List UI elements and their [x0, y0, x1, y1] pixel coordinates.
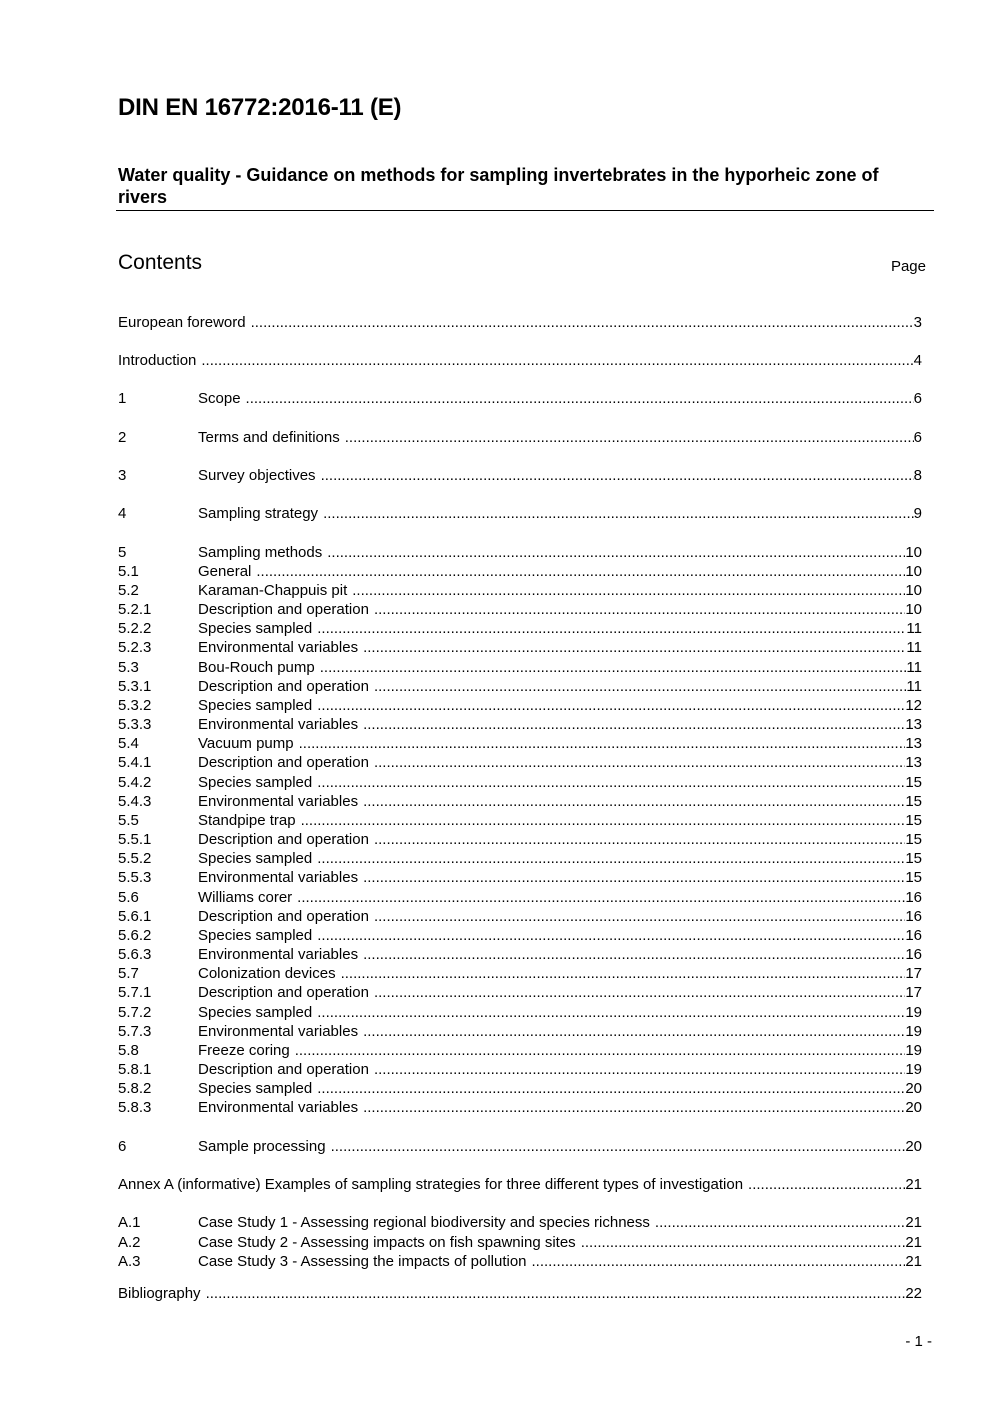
toc-entry-title: Williams corer [198, 889, 293, 906]
toc-entry-title: Annex A (informative) Examples of sampling strategies for three different types of investigation [118, 1176, 744, 1193]
toc-dot-leader [321, 466, 914, 486]
toc-entry[interactable] [118, 1137, 922, 1157]
toc-entry-title: Environmental variables [198, 1023, 359, 1040]
toc-entry[interactable] [118, 581, 922, 601]
title-rule [116, 210, 934, 211]
toc-entry[interactable] [118, 1079, 922, 1099]
toc-entry-page: 15 [905, 793, 922, 810]
toc-entry[interactable] [118, 1098, 922, 1118]
toc-entry[interactable] [118, 600, 922, 620]
toc-entry-title: General [198, 563, 252, 580]
toc-entry-number: 5.3.1 [118, 678, 152, 695]
toc-entry-page: 10 [905, 601, 922, 618]
toc-entry-title: Description and operation [198, 831, 369, 848]
toc-dot-leader [363, 945, 905, 965]
toc-entry-title: Survey objectives [198, 467, 316, 484]
toc-entry[interactable] [118, 1060, 922, 1080]
toc-entry-number: 5.6.2 [118, 927, 152, 944]
toc-entry-page: 13 [905, 716, 922, 733]
contents-heading: Contents [118, 251, 203, 274]
toc-entry[interactable] [118, 811, 922, 831]
toc-dot-leader [299, 734, 906, 754]
toc-entry[interactable] [118, 888, 922, 908]
toc-entry[interactable] [118, 753, 922, 773]
toc-entry-page: 22 [905, 1285, 922, 1302]
toc-entry-title: European foreword [118, 314, 246, 331]
toc-entry[interactable] [118, 351, 922, 371]
toc-entry-title: Standpipe trap [198, 812, 296, 829]
toc-entry-title: Environmental variables [198, 716, 359, 733]
toc-dot-leader [655, 1213, 905, 1233]
toc-dot-leader [201, 351, 913, 371]
toc-entry-page: 21 [905, 1176, 922, 1193]
toc-entry-title: Scope [198, 390, 241, 407]
document-id: DIN EN 16772:2016-11 (E) [118, 94, 402, 121]
toc-entry[interactable] [118, 1175, 922, 1195]
toc-entry-page: 16 [905, 908, 922, 925]
toc-entry-page: 11 [906, 678, 922, 695]
toc-dot-leader [748, 1175, 905, 1195]
toc-entry[interactable] [118, 428, 922, 448]
toc-dot-leader [374, 677, 906, 697]
toc-entry-number: 5.3.3 [118, 716, 152, 733]
toc-dot-leader [323, 504, 914, 524]
toc-entry-page: 20 [905, 1080, 922, 1097]
toc-entry[interactable] [118, 1213, 922, 1233]
toc-entry-number: 5.2.1 [118, 601, 152, 618]
toc-dot-leader [317, 926, 905, 946]
toc-entry-number: 5.6.1 [118, 908, 152, 925]
toc-entry-title: Species sampled [198, 850, 313, 867]
toc-entry-title: Sampling methods [198, 544, 323, 561]
toc-entry-title: Sample processing [198, 1138, 326, 1155]
toc-entry-page: 12 [905, 697, 922, 714]
toc-entry-number: 5.2 [118, 582, 139, 599]
toc-entry-page: 17 [905, 965, 922, 982]
toc-entry-title: Species sampled [198, 1004, 313, 1021]
toc-entry[interactable] [118, 504, 922, 524]
toc-entry[interactable] [118, 696, 922, 716]
toc-entry-page: 15 [905, 869, 922, 886]
toc-entry-number: 5.7 [118, 965, 139, 982]
toc-entry-page: 11 [906, 659, 922, 676]
toc-entry-page: 19 [905, 1061, 922, 1078]
toc-dot-leader [246, 389, 914, 409]
toc-entry-number: 5.2.3 [118, 639, 152, 656]
toc-dot-leader [297, 888, 905, 908]
toc-entry-title: Environmental variables [198, 1099, 359, 1116]
toc-entry-page: 20 [905, 1138, 922, 1155]
toc-entry[interactable] [118, 1233, 922, 1253]
toc-entry-number: 5.8.1 [118, 1061, 152, 1078]
page-column-label: Page [890, 258, 926, 275]
toc-entry-title: Bou-Rouch pump [198, 659, 315, 676]
toc-entry-title: Terms and definitions [198, 429, 340, 446]
toc-entry-number: 5.8 [118, 1042, 139, 1059]
toc-dot-leader [317, 849, 905, 869]
toc-entry[interactable] [118, 792, 922, 812]
toc-entry[interactable] [118, 313, 922, 333]
toc-entry-number: A.2 [118, 1234, 141, 1251]
toc-entry-title: Environmental variables [198, 869, 359, 886]
toc-entry-page: 16 [905, 889, 922, 906]
toc-entry-title: Species sampled [198, 620, 313, 637]
toc-entry-title: Description and operation [198, 984, 369, 1001]
toc-entry-title: Species sampled [198, 697, 313, 714]
toc-entry-number: A.3 [118, 1253, 141, 1270]
toc-entry-page: 13 [905, 735, 922, 752]
toc-entry-title: Colonization devices [198, 965, 336, 982]
toc-dot-leader [320, 658, 907, 678]
toc-entry[interactable] [118, 926, 922, 946]
toc-entry-page: 10 [905, 563, 922, 580]
toc-entry-page: 13 [905, 754, 922, 771]
toc-dot-leader [331, 1137, 906, 1157]
toc-entry-title: Species sampled [198, 774, 313, 791]
toc-dot-leader [317, 1079, 905, 1099]
toc-dot-leader [374, 907, 905, 927]
toc-dot-leader [317, 773, 905, 793]
toc-entry-number: 5.8.3 [118, 1099, 152, 1116]
toc-entry[interactable] [118, 830, 922, 850]
toc-entry[interactable] [118, 389, 922, 409]
toc-entry-page: 9 [913, 505, 922, 522]
toc-entry-title: Description and operation [198, 1061, 369, 1078]
toc-dot-leader [363, 638, 906, 658]
toc-entry-page: 20 [905, 1099, 922, 1116]
toc-entry-title: Environmental variables [198, 639, 359, 656]
toc-entry-page: 8 [913, 467, 922, 484]
toc-entry-page: 6 [913, 390, 922, 407]
toc-entry-number: 5 [118, 544, 127, 561]
toc-entry-title: Description and operation [198, 601, 369, 618]
toc-entry[interactable] [118, 964, 922, 984]
toc-entry[interactable] [118, 543, 922, 563]
toc-entry-title: Bibliography [118, 1285, 201, 1302]
toc-entry-page: 19 [905, 1004, 922, 1021]
toc-entry[interactable] [118, 1252, 922, 1272]
toc-entry-number: 5.7.1 [118, 984, 152, 1001]
toc-entry[interactable] [118, 983, 922, 1003]
toc-entry-number: 5.5.1 [118, 831, 152, 848]
toc-entry-number: 5.5.3 [118, 869, 152, 886]
toc-dot-leader [374, 1060, 905, 1080]
toc-dot-leader [363, 1098, 905, 1118]
footer-page-number: - 1 - [905, 1333, 932, 1350]
toc-entry-number: 1 [118, 390, 127, 407]
toc-entry-page: 10 [905, 544, 922, 561]
toc-entry-page: 11 [906, 639, 922, 656]
toc-entry-number: 3 [118, 467, 127, 484]
toc-dot-leader [374, 753, 905, 773]
toc-entry-page: 3 [913, 314, 922, 331]
toc-entry-page: 15 [905, 812, 922, 829]
toc-entry-number: 5.4.3 [118, 793, 152, 810]
toc-entry[interactable] [118, 773, 922, 793]
toc-entry-title: Case Study 1 - Assessing regional biodiversity and species richness [198, 1214, 650, 1231]
toc-entry[interactable] [118, 1284, 922, 1304]
toc-entry-number: 6 [118, 1138, 127, 1155]
toc-entry-number: 5.7.3 [118, 1023, 152, 1040]
toc-entry-title: Description and operation [198, 678, 369, 695]
toc-entry[interactable] [118, 466, 922, 486]
toc-entry-number: 2 [118, 429, 127, 446]
toc-dot-leader [532, 1252, 906, 1272]
toc-entry-page: 10 [905, 582, 922, 599]
toc-dot-leader [295, 1041, 906, 1061]
toc-entry-title: Environmental variables [198, 946, 359, 963]
toc-entry-title: Description and operation [198, 754, 369, 771]
toc-dot-leader [345, 428, 914, 448]
toc-dot-leader [374, 600, 905, 620]
toc-dot-leader [581, 1233, 906, 1253]
toc-entry[interactable] [118, 1022, 922, 1042]
toc-dot-leader [317, 619, 906, 639]
toc-entry-page: 4 [913, 352, 922, 369]
toc-dot-leader [341, 964, 906, 984]
toc-entry-number: 5.4 [118, 735, 139, 752]
toc-dot-leader [374, 830, 905, 850]
toc-entry[interactable] [118, 715, 922, 735]
toc-entry[interactable] [118, 658, 922, 678]
toc-entry-title: Case Study 3 - Assessing the impacts of pollution [198, 1253, 527, 1270]
toc-dot-leader [317, 696, 905, 716]
toc-dot-leader [363, 868, 905, 888]
toc-entry-title: Description and operation [198, 908, 369, 925]
toc-entry-number: 5.4.2 [118, 774, 152, 791]
toc-entry[interactable] [118, 677, 922, 697]
toc-entry-page: 21 [905, 1234, 922, 1251]
toc-entry-title: Sampling strategy [198, 505, 319, 522]
toc-entry-page: 15 [905, 831, 922, 848]
toc-entry-number: 5.3 [118, 659, 139, 676]
toc-entry-number: 5.6 [118, 889, 139, 906]
toc-entry[interactable] [118, 849, 922, 869]
toc-entry[interactable] [118, 945, 922, 965]
toc-entry-page: 19 [905, 1023, 922, 1040]
toc-dot-leader [301, 811, 906, 831]
toc-entry-page: 6 [913, 429, 922, 446]
toc-dot-leader [363, 792, 905, 812]
toc-dot-leader [206, 1284, 906, 1304]
toc-entry-title: Vacuum pump [198, 735, 294, 752]
toc-dot-leader [251, 313, 914, 333]
toc-entry-number: 5.6.3 [118, 946, 152, 963]
toc-entry-page: 17 [905, 984, 922, 1001]
toc-entry-number: A.1 [118, 1214, 141, 1231]
toc-entry-page: 15 [905, 774, 922, 791]
toc-entry[interactable] [118, 907, 922, 927]
toc-entry[interactable] [118, 619, 922, 639]
toc-entry-page: 11 [906, 620, 922, 637]
toc-entry[interactable] [118, 1041, 922, 1061]
toc-dot-leader [363, 1022, 905, 1042]
toc-entry-title: Case Study 2 - Assessing impacts on fish spawning sites [198, 1234, 576, 1251]
toc-dot-leader [327, 543, 905, 563]
toc-entry-number: 5.2.2 [118, 620, 152, 637]
toc-entry-title: Species sampled [198, 927, 313, 944]
toc-entry-title: Freeze coring [198, 1042, 290, 1059]
document-subtitle: Water quality - Guidance on methods for sampling invertebrates in the hyporheic zone of rivers [118, 165, 879, 207]
toc-entry-title: Environmental variables [198, 793, 359, 810]
toc-entry-title: Species sampled [198, 1080, 313, 1097]
toc-entry[interactable] [118, 734, 922, 754]
toc-entry-number: 5.4.1 [118, 754, 152, 771]
toc-entry[interactable] [118, 562, 922, 582]
toc-entry-number: 4 [118, 505, 127, 522]
toc-entry-number: 5.1 [118, 563, 139, 580]
toc-entry-page: 19 [905, 1042, 922, 1059]
toc-entry[interactable] [118, 868, 922, 888]
toc-entry-page: 21 [905, 1214, 922, 1231]
toc-entry-number: 5.5 [118, 812, 139, 829]
toc-entry-number: 5.3.2 [118, 697, 152, 714]
toc-entry[interactable] [118, 1003, 922, 1023]
toc-entry-title: Introduction [118, 352, 197, 369]
toc-dot-leader [317, 1003, 905, 1023]
toc-entry-number: 5.8.2 [118, 1080, 152, 1097]
toc-entry-page: 16 [905, 946, 922, 963]
toc-entry-title: Karaman-Chappuis pit [198, 582, 348, 599]
toc-entry-number: 5.5.2 [118, 850, 152, 867]
toc-dot-leader [352, 581, 905, 601]
toc-entry-page: 15 [905, 850, 922, 867]
toc-dot-leader [256, 562, 905, 582]
toc-dot-leader [363, 715, 905, 735]
toc-entry-page: 21 [905, 1253, 922, 1270]
toc-entry-number: 5.7.2 [118, 1004, 152, 1021]
toc-entry[interactable] [118, 638, 922, 658]
toc-dot-leader [374, 983, 905, 1003]
toc-entry-page: 16 [905, 927, 922, 944]
